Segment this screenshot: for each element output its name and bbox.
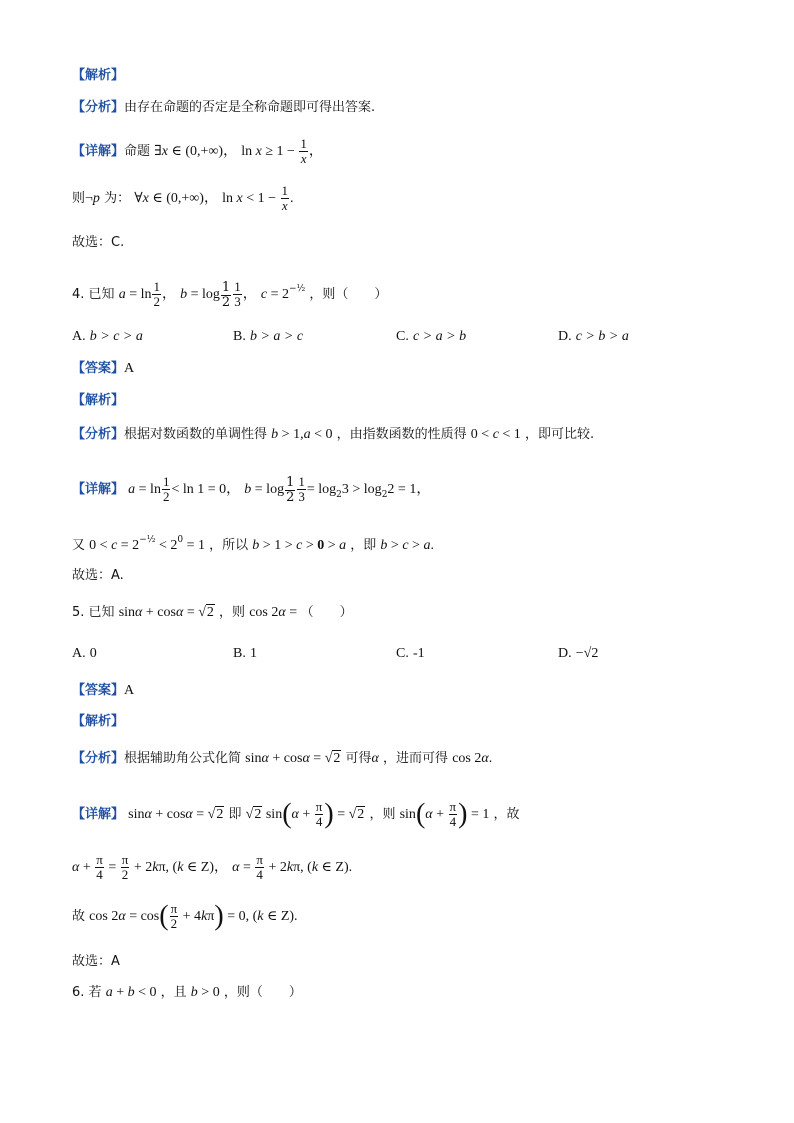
q4-detail-2: 又 $0 < c = 2^{-\frac{1}{2}} < 2^0 = 1$ ，所以 b > 1 > c > 0 > a ，即 b > c > a. [72,535,434,553]
q4-answer: 【答案】A [72,361,135,376]
q3-analysis: 【分析】由存在命题的否定是全称命题即可得出答案. [72,100,376,115]
jiexi-tag: 【解析】 [72,68,125,83]
q3-answer-choice: 故选：C. [72,235,125,250]
q3-detail: 【详解】命题 ∃x ∈ (0,+∞)， ln x ≥ 1 − $\frac{1}{x}$ ， [72,136,323,166]
q5-stem: 5. 已知 sinα + cosα = √2 ，则 cos 2α = （ ） [72,605,353,620]
q4-analysis: 【分析】根据对数函数的单调性得 b > 1,a < 0 ，由指数函数的性质得 0 < c < 1 ，即可比较. [72,427,595,442]
q4-answer-choice: 故选：A. [72,568,124,583]
q4-detail: 【详解】 a = ln $\frac{1}{2}$ < ln 1 = 0， b = log $\frac{1}{2}$ $\frac{1}{3}$ = $\log_23 > \log_22 = 1$， [72,474,431,505]
q5-option-c: C. -1 [396,646,425,661]
q4-option-d: D. c > b > a [558,329,629,344]
q5-detail: 【详解】 sinα + cosα = √2 即 √2 sin(α + $\frac{\pi}{4}$ ) = √2 ，则 sin(α + $\frac{\pi}{4}$ ) = 1 ，故 [72,798,520,830]
q4-option-b: B. b > a > c [233,329,304,344]
q5-detail-3: 故 cos 2α = cos( $\frac{\pi}{2}$ + 4kπ) = 0, (k ∈ Z). [72,900,298,932]
q4-stem: 4. 已知 a = ln $\frac{1}{2}$ ， b = log $\frac{1}{2}$ $\frac{1}{3}$ ， $c = 2^{-\frac{1}{2}}$ ，则（ ） [72,279,388,310]
q5-answer: 【答案】A [72,683,135,698]
q6-stem: 6. 若 a + b < 0 ，且 b > 0 ，则（ ） [72,985,302,1000]
q4-option-a: A. b > c > a [72,329,143,344]
q4-jiexi-tag: 【解析】 [72,393,125,408]
q3-negation: 则¬p 为： ∀x ∈ (0,+∞)， ln x < 1 − $\frac{1}{x}$ . [72,183,294,213]
q5-option-b: B. 1 [233,646,257,661]
q5-detail-2: α + $\frac{\pi}{4}$ = $\frac{\pi}{2}$ + 2kπ, (k ∈ Z)， α = $\frac{\pi}{4}$ + 2kπ, (k ∈ Z). [72,852,353,882]
q5-analysis: 【分析】根据辅助角公式化简 sinα + cosα = √2 可得α ，进而可得 cos 2α. [72,751,493,766]
q5-jiexi-tag: 【解析】 [72,714,125,729]
q5-option-d: D. −√2 [558,646,599,661]
q4-option-c: C. c > a > b [396,329,467,344]
q5-option-a: A. 0 [72,646,97,661]
q5-answer-choice: 故选：A [72,954,120,969]
